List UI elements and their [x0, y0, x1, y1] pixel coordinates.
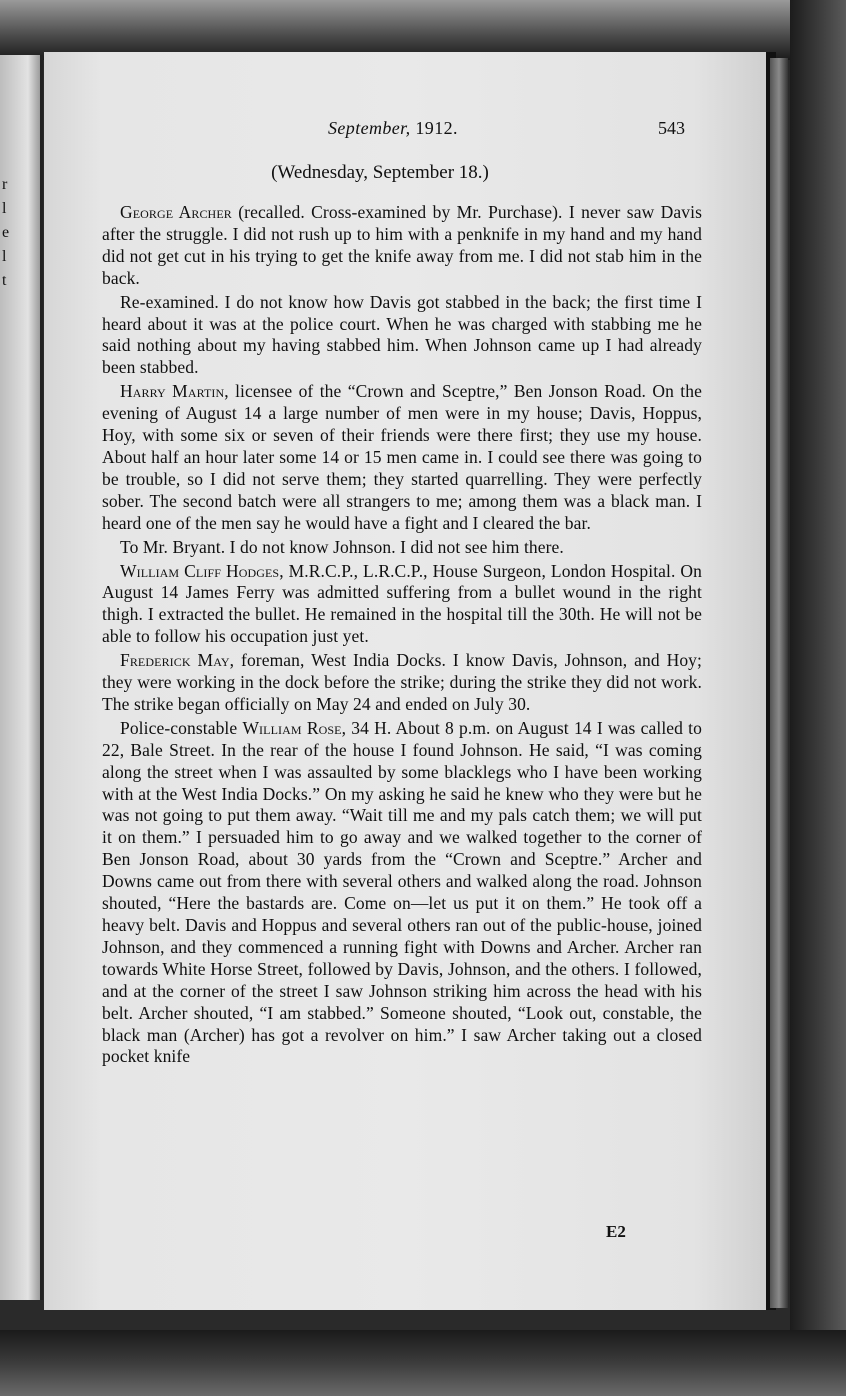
- page-stack-edge: [770, 58, 788, 1308]
- leaf-letter: e: [2, 224, 10, 241]
- page-number: 543: [658, 118, 685, 138]
- witness-name: Frederick May: [120, 650, 230, 671]
- testimony-body: [102, 202, 702, 1070]
- leaf-letter: r: [2, 176, 8, 193]
- left-page-edge: [0, 55, 43, 1300]
- running-header: [60, 118, 700, 142]
- running-year: 1912.: [415, 118, 458, 138]
- paragraph-reexamined: [102, 292, 702, 380]
- witness-name: George Archer: [120, 202, 232, 222]
- leaf-letter: t: [2, 272, 7, 289]
- left-page-fragments: [2, 173, 12, 293]
- paragraph-text: (recalled. Cross-examined by Mr. Purchase). I never saw Davis after the struggle. I did not rush up to him with a penknife in my hand and my hand did not get cut in his trying to get the knife away from me. I did not stab him in the back.: [102, 202, 703, 288]
- paragraph-text: , M.R.C.P., L.R.C.P., House Surgeon, London Hospital. On August 14 James Ferry was admitted suffering from a bullet wound in the right thigh. I extracted the bullet. He remained in the hospital till the 30th. He will not be able to follow his occupation just yet.: [102, 560, 703, 647]
- paragraph-martin: [102, 381, 702, 534]
- paragraph-text: , licensee of the “Crown and Sceptre,” Ben Jonson Road. On the evening of August 14 a large number of men were in my house; Davis, Hoppus, Hoy, with some six or seven of their friends were there first; they use my house. About half an hour later some 14 or 15 men came in. I could see there was going to be trouble, so I did not serve them; they started quarrelling. They were perfectly sober. The second batch were all strangers to me; among them was a black man. I heard one of the men say he would have a fight and I cleared the bar.: [102, 381, 702, 533]
- paragraph-text: To Mr. Bryant. I do not know Johnson. I did not see him there.: [120, 536, 564, 557]
- paragraph-rose: [102, 718, 702, 1069]
- backdrop-right: [790, 0, 846, 1396]
- running-month: September,: [328, 118, 411, 138]
- leaf-letter: l: [2, 248, 7, 265]
- backdrop-bottom: [0, 1330, 846, 1396]
- backdrop-top: [0, 0, 846, 60]
- witness-name: William Cliff Hodges: [120, 560, 280, 581]
- paragraph-bryant: [102, 537, 702, 559]
- paragraph-may: [102, 650, 702, 716]
- signature-mark: E2: [606, 1222, 626, 1241]
- paragraph-text: Re-examined. I do not know how Davis got stabbed in the back; the first time I heard about it was at the police court. When he was charged with stabbing me he said nothing about my having stabbed him. When Johnson came up I had already been stabbed.: [102, 291, 702, 378]
- leaf-letter: l: [2, 200, 7, 217]
- paragraph-prefix: Police-constable: [120, 717, 243, 738]
- witness-name: Harry Martin: [120, 381, 225, 402]
- paragraph-hodges: [102, 561, 702, 649]
- running-title: [328, 118, 458, 139]
- witness-name: William Rose: [242, 717, 342, 738]
- paragraph-archer: [102, 202, 702, 290]
- paragraph-text: , foreman, West India Docks. I know Davis, Johnson, and Hoy; they were working in the dock before the strike; during the strike they did not work. The strike began officially on May 24 and ended on July 30.: [102, 650, 702, 714]
- date-subheading: (Wednesday, September 18.): [271, 162, 489, 183]
- paragraph-text: , 34 H. About 8 p.m. on August 14 I was called to 22, Bale Street. In the rear of the house I found Johnson. He said, “I was coming along the street when I was assaulted by some blacklegs who I have been working with at the West India Docks.” On my asking he said he knew who they were but he was not going to put them away. “Wait till me and my pals catch them; we will put it on them.” I persuaded him to go away and we walked together to the corner of Ben Jonson Road, about 30 yards from the “Crown and Sceptre.” Archer and Downs came out from there with several others and walked along the road. Johnson shouted, “Here the bastards are. Come on—let us put it on them.” He took off a heavy belt. Davis and Hoppus and several others ran out of the public-house, joined Johnson, and they commenced a running fight with Downs and Archer. Archer ran towards White Horse Street, followed by Davis, Johnson, and the others. I followed, and at the corner of the street I saw Johnson striking him across the head with his belt. Archer shouted, “I am stabbed.” Someone shouted, “Look out, constable, the black man (Archer) has got a revolver on him.” I saw Archer taking out a closed pocket knife: [102, 717, 702, 1067]
